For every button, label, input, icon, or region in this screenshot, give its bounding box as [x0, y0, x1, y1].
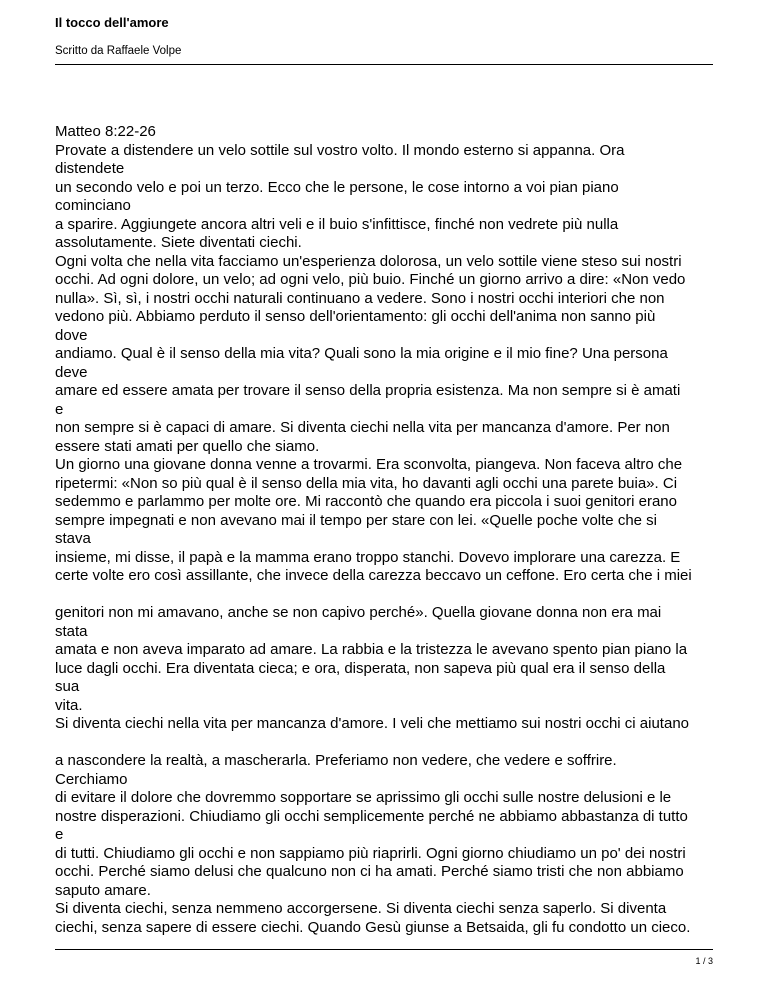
text-line: non sempre si è capaci di amare. Si diventa ciechi nella vita per mancanza d'amore. Per non — [55, 419, 670, 436]
text-line: Cerchiamo — [55, 770, 128, 788]
footer-divider — [55, 949, 713, 950]
text-line: a nascondere la realtà, a mascherarla. Preferiamo non vedere, che vedere e soffrire. — [55, 752, 617, 769]
text-line: essere stati amati per quello che siamo. — [55, 437, 320, 455]
text-line: amata e non aveva imparato ad amare. La rabbia e la tristezza le avevano spento pian piano la — [55, 641, 688, 658]
article-body — [55, 123, 715, 937]
text-line: insieme, mi disse, il papà e la mamma erano troppo stanchi. Dovevo implorare una carezza. E — [55, 548, 681, 566]
header-divider — [55, 64, 713, 65]
text-line: stava — [55, 530, 91, 547]
text-line: certe volte ero così assillante, che invece della carezza beccavo un ceffone. Ero certa che i miei — [55, 567, 692, 584]
blank-line — [55, 586, 715, 605]
text-line: cominciano — [55, 197, 131, 214]
text-line: Ogni volta che nella vita facciamo un'esperienza dolorosa, un velo sottile viene steso sui nostri — [55, 252, 682, 270]
text-line: occhi. Ad ogni dolore, un velo; ad ogni velo, più buio. Finché un giorno arrivo a dire: «Non vedo — [55, 271, 686, 288]
text-line: amare ed essere amata per trovare il senso della propria esistenza. Ma non sempre si è amati — [55, 382, 681, 399]
text-line: occhi. Perché siamo delusi che qualcuno non ci ha amati. Perché siamo tristi che non abbiamo — [55, 863, 684, 880]
text-line: e — [55, 400, 64, 418]
text-line: deve — [55, 363, 88, 381]
text-line: vedono più. Abbiamo perduto il senso dell'orientamento: gli occhi dell'anima non sanno più — [55, 308, 656, 325]
text-line: di evitare il dolore che dovremmo sopportare se aprissimo gli occhi sulle nostre delusioni e le — [55, 789, 672, 806]
text-line: assolutamente. Siete diventati ciechi. — [55, 234, 302, 251]
text-line: di tutti. Chiudiamo gli occhi e non sappiamo più riaprirli. Ogni giorno chiudiamo un po' dei nostri — [55, 844, 686, 862]
text-line: nulla». Sì, sì, i nostri occhi naturali continuano a vedere. Sono i nostri occhi interiori che non — [55, 289, 665, 307]
text-line: un secondo velo e poi un terzo. Ecco che le persone, le cose intorno a voi pian piano — [55, 178, 619, 196]
text-line: ripetermi: «Non so più qual è il senso della mia vita, ho davanti agli occhi una parete buia». Ci — [55, 474, 678, 492]
text-line: ciechi, senza sapere di essere ciechi. Quando Gesù giunse a Betsaida, gli fu condotto un cieco. — [55, 918, 691, 936]
text-line: Provate a distendere un velo sottile sul vostro volto. Il mondo esterno si appanna. Ora — [55, 141, 625, 159]
text-line: e — [55, 826, 64, 843]
page-header — [55, 14, 713, 58]
text-line: saputo amare. — [55, 881, 151, 899]
text-line: dove — [55, 326, 88, 344]
text-line: sedemmo e parlammo per molte ore. Mi raccontò che quando era piccola i suoi genitori erano — [55, 493, 677, 510]
text-line: Un giorno una giovane donna venne a trovarmi. Era sconvolta, piangeva. Non faceva altro che — [55, 456, 683, 473]
text-line: genitori non mi amavano, anche se non capivo perché». Quella giovane donna non era mai — [55, 604, 662, 621]
text-line: vita. — [55, 696, 83, 714]
text-line: andiamo. Qual è il senso della mia vita? Quali sono la mia origine e il mio fine? Una persona — [55, 345, 668, 362]
text-line: a sparire. Aggiungete ancora altri veli e il buio s'infittisce, finché non vedrete più nulla — [55, 215, 619, 233]
document-title: Il tocco dell'amore — [55, 15, 169, 30]
text-line: sempre impegnati e non avevano mai il tempo per stare con lei. «Quelle poche volte che si — [55, 511, 657, 529]
blank-line — [55, 734, 715, 753]
text-line: nostre disperazioni. Chiudiamo gli occhi semplicemente perché ne abbiamo abbastanza di tutto — [55, 807, 688, 825]
text-line: Matteo 8:22-26 — [55, 123, 156, 140]
text-line: Si diventa ciechi, senza nemmeno accorgersene. Si diventa ciechi senza saperlo. Si diventa — [55, 900, 667, 917]
text-line: stata — [55, 622, 88, 640]
text-line: Si diventa ciechi nella vita per mancanza d'amore. I veli che mettiamo sui nostri occhi ci aiutano — [55, 715, 690, 732]
document-author: Scritto da Raffaele Volpe — [55, 45, 182, 57]
text-line: distendete — [55, 160, 125, 177]
page-number: 1 / 3 — [695, 956, 713, 966]
text-line: sua — [55, 678, 80, 695]
text-line: luce dagli occhi. Era diventata cieca; e ora, disperata, non sapeva più qual era il senso della — [55, 659, 666, 677]
